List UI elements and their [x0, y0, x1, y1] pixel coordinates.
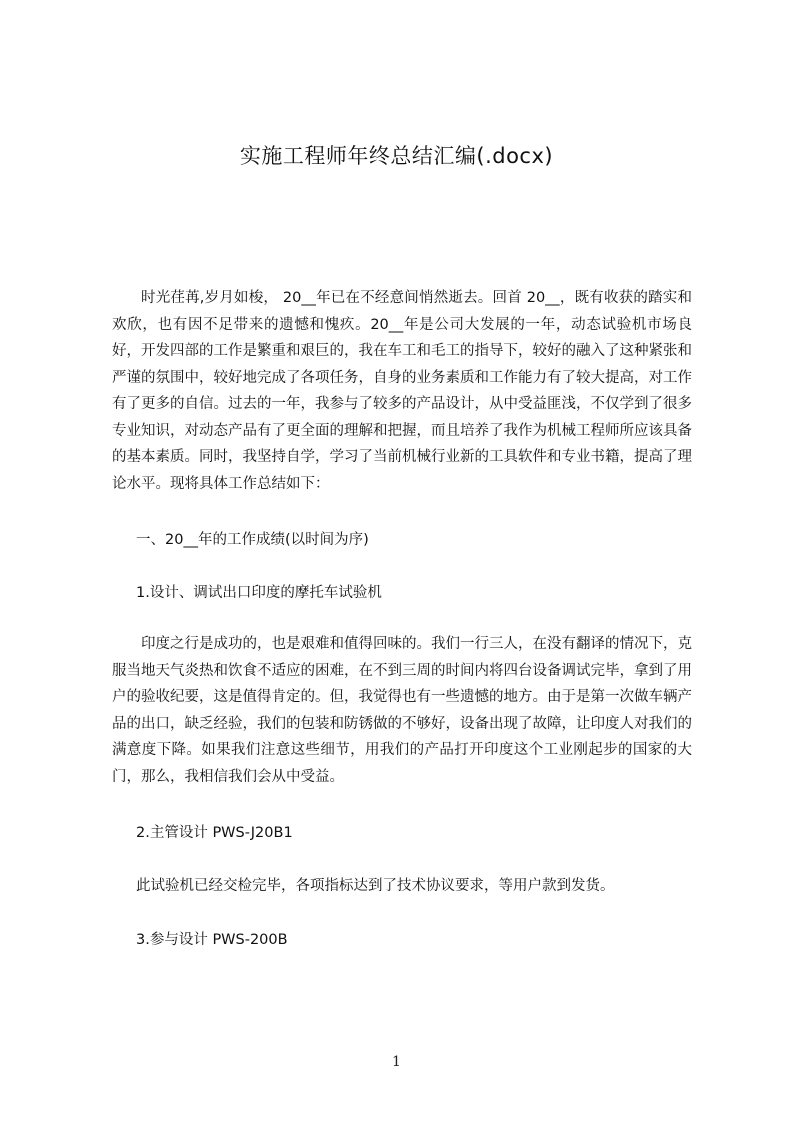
subheading-india-motorcycle-tester: 1.设计、调试出口印度的摩托车试验机	[136, 585, 382, 601]
intro-paragraph: 时光荏苒,岁月如梭， 20__年已在不经意间悄然逝去。回首 20__，既有收获的踏实和欢欣，也有因不足带来的遗憾和愧疚。20__年是公司大发展的一年，动态试验机市场良好，开发四部的工作是繁重和艰巨的，我在车工和毛工的指导下，较好的融入了这种紧张和严谨的氛围中，较好地完成了各项任务，自身的业务素质和工作能力有了较大提高，对工作有了更多的自信。过去的一年，我参与了较多的产品设计，从中受益匪浅，不仅学到了很多专业知识，对动态产品有了更全面的理解和把握，而且培养了我作为机械工程师所应该具备的基本素质。同时，我坚持自学，学习了当前机械行业新的工具软件和专业书籍，提高了理论水平。现将具体工作总结如下：	[112, 290, 692, 492]
section-heading-work-achievements: 一、20__年的工作成绩(以时间为序)	[136, 532, 369, 548]
india-paragraph: 印度之行是成功的，也是艰难和值得回味的。我们一行三人，在没有翻译的情况下，克服当地天气炎热和饮食不适应的困难，在不到三周的时间内将四台设备调试完毕，拿到了用户的验收纪要，这是值得肯定的。但，我觉得也有一些遗憾的地方。由于是第一次做车辆产品的出口，缺乏经验，我们的包装和防锈做的不够好，设备出现了故障，让印度人对我们的满意度下降。如果我们注意这些细节，用我们的产品打开印度这个工业刚起步的国家的大门，那么，我相信我们会从中受益。	[112, 636, 692, 785]
document-title: 实施工程师年终总结汇编(.docx)	[239, 144, 554, 168]
subheading-pws-j20b1: 2.主管设计 PWS-J20B1	[136, 825, 293, 841]
intro-section	[112, 285, 692, 497]
pws-j20b1-status-text: 此试验机已经交检完毕，各项指标达到了技术协议要求，等用户款到发货。	[136, 878, 615, 894]
subheading-pws-200b: 3.参与设计 PWS-200B	[136, 932, 288, 948]
page-number: 1	[392, 1054, 401, 1070]
india-section	[112, 631, 692, 790]
